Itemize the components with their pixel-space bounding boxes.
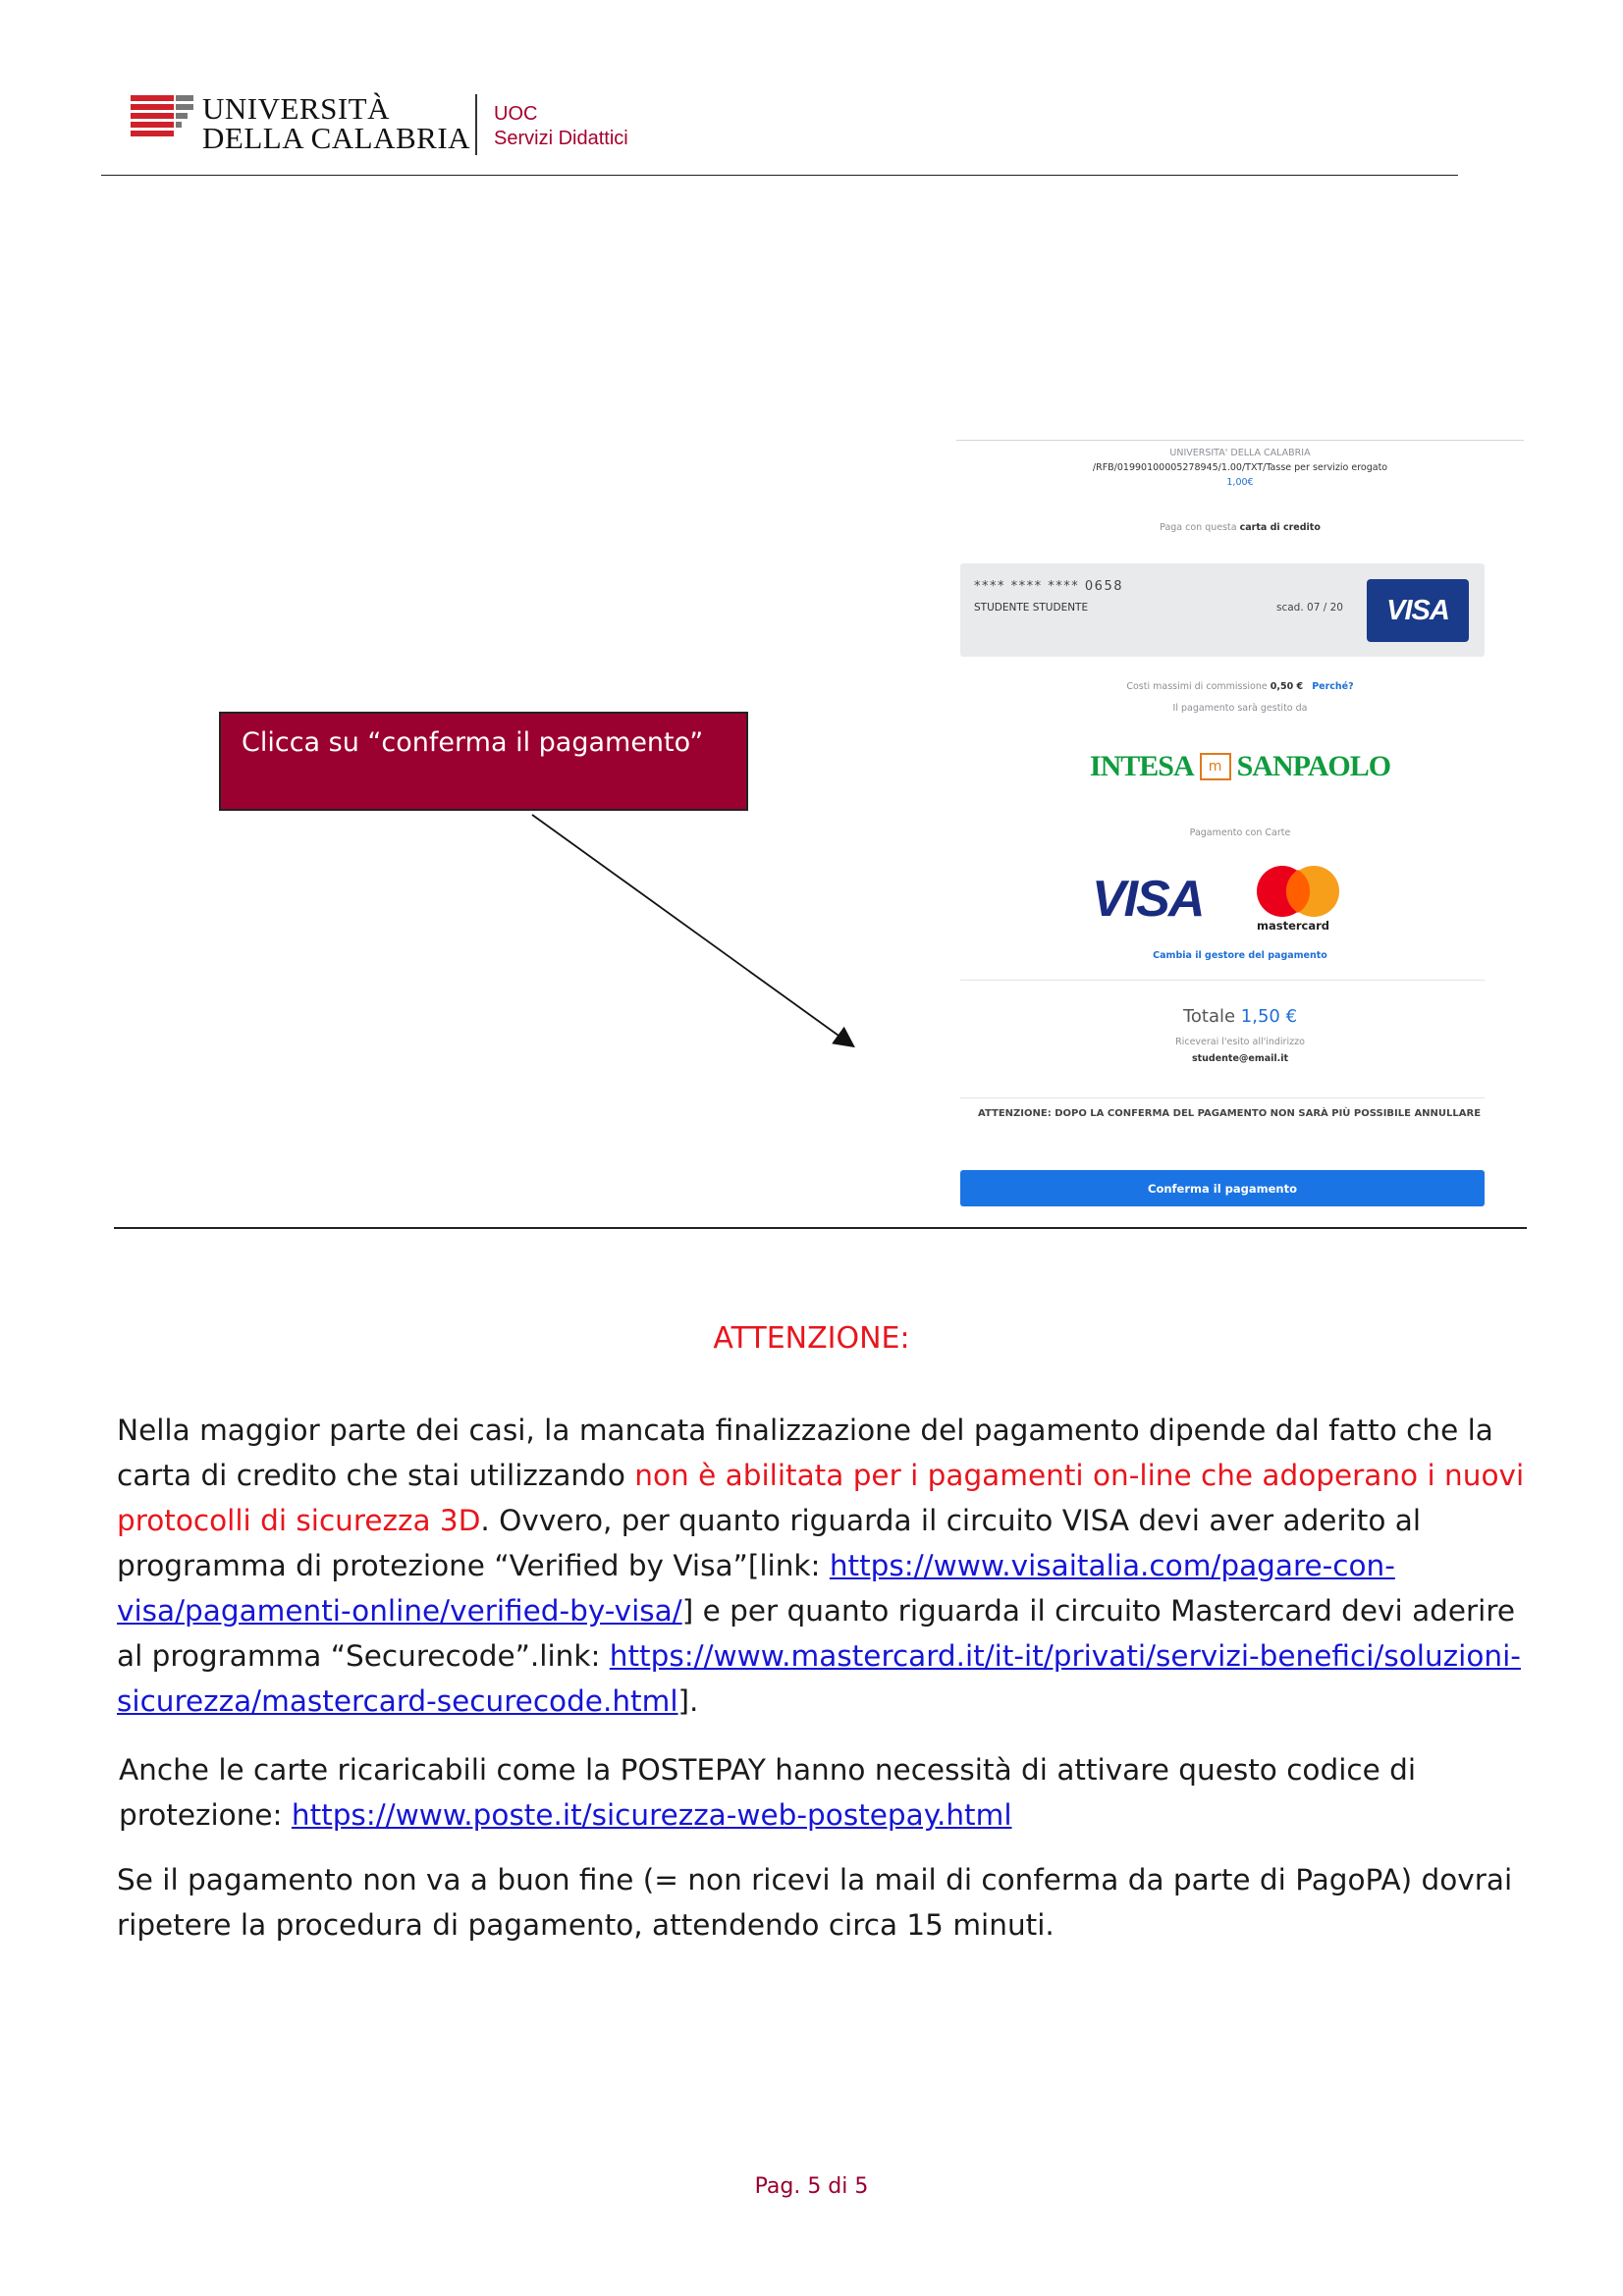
card-payment-title: Pagamento con Carte bbox=[1189, 828, 1291, 838]
fee-prefix: Costi massimi di commissione bbox=[1126, 681, 1271, 692]
header-rule bbox=[101, 175, 1458, 176]
fee-line bbox=[956, 681, 1524, 692]
callout-box: Clicca su “conferma il pagamento” bbox=[219, 712, 748, 811]
figure-bottom-rule bbox=[114, 1227, 1527, 1229]
payment-reference: /RFB/01990100005278945/1.00/TXT/Tasse per servizio erogato bbox=[1092, 462, 1388, 473]
header-separator bbox=[475, 94, 477, 155]
confirm-payment-button[interactable]: Conferma il pagamento bbox=[960, 1170, 1485, 1206]
p1-red-text: non è abilitata per i pagamenti on-line che adoperano i nuovi protocolli di sicurezza 3D bbox=[117, 1459, 1525, 1537]
university-name bbox=[202, 91, 471, 155]
paragraph-retry: Se il pagamento non va a buon fine (= non ricevi la mail di conferma da parte di PagoPA) dovrai ripetere la procedura di pagamento, attendendo circa 15 minuti. bbox=[117, 1863, 1513, 1942]
card-holder: STUDENTE STUDENTE bbox=[974, 602, 1089, 614]
change-provider-link[interactable]: Cambia il gestore del pagamento bbox=[1153, 950, 1327, 961]
payment-amount: 1,00€ bbox=[1226, 477, 1254, 488]
p1-text-c: ] e per quanto riguarda il circuito Mastercard devi aderire al programma “Securecode”.link: bbox=[117, 1594, 1515, 1673]
mastercard-label: mastercard bbox=[1257, 919, 1330, 933]
pay-with-card-label bbox=[956, 522, 1524, 533]
cancel-warning: ATTENZIONE: DOPO LA CONFERMA DEL PAGAMENTO NON SARÀ PIÙ POSSIBILE ANNULLARE bbox=[978, 1108, 1482, 1119]
paragraph-postepay bbox=[119, 1747, 1533, 1838]
fee-amount: 0,50 € bbox=[1270, 681, 1304, 692]
card-expiry: scad. 07 / 20 bbox=[1276, 602, 1343, 614]
department-name bbox=[494, 102, 628, 151]
total-line bbox=[956, 1006, 1524, 1027]
total-label: Totale bbox=[1182, 1006, 1236, 1027]
receipt-note: Riceverai l'esito all'indirizzo bbox=[1175, 1037, 1305, 1047]
bank-word2: SANPAOLO bbox=[1236, 750, 1391, 782]
p2-text: Anche le carte ricaricabili come la POSTEPAY hanno necessità di attivare questo codice di protezione: bbox=[119, 1753, 1417, 1832]
p1-text-b: . Ovvero, per quanto riguarda il circuito VISA devi aver aderito al programma di protezione “Verified by Visa”[link: bbox=[117, 1504, 1422, 1582]
creditor-name: UNIVERSITA' DELLA CALABRIA bbox=[1169, 448, 1311, 458]
receipt-email: studente@email.it bbox=[1191, 1053, 1289, 1064]
card-brands bbox=[956, 862, 1524, 933]
payment-screenshot bbox=[956, 440, 1524, 1210]
managed-by-label: Il pagamento sarà gestito da bbox=[1172, 703, 1308, 714]
paragraph-3d-secure bbox=[117, 1408, 1531, 1724]
department-line1: UOC bbox=[494, 103, 538, 125]
mastercard-securecode-link[interactable]: https://www.mastercard.it/it-it/privati/servizi-benefici/soluzioni-sicurezza/mastercard-securecode.html bbox=[117, 1639, 1521, 1718]
fee-why-link[interactable]: Perché? bbox=[1312, 681, 1354, 692]
pay-with-prefix: Paga con questa bbox=[1160, 522, 1240, 533]
pay-with-bold: carta di credito bbox=[1239, 522, 1321, 533]
card-number: **** **** **** 0658 bbox=[974, 579, 1123, 594]
p1-text-d: ]. bbox=[677, 1684, 699, 1718]
postepay-security-link[interactable]: https://www.poste.it/sicurezza-web-postepay.html bbox=[291, 1798, 1012, 1832]
university-logo-mark bbox=[131, 95, 193, 150]
visa-verified-link[interactable]: https://www.visaitalia.com/pagare-con-visa/pagamenti-online/verified-by-visa/ bbox=[117, 1549, 1395, 1628]
visa-card-badge bbox=[1367, 579, 1469, 642]
page-number: Pag. 5 di 5 bbox=[754, 2174, 869, 2199]
visa-badge-text: VISA bbox=[1386, 594, 1449, 626]
university-name-line2: DELLA CALABRIA bbox=[202, 121, 471, 155]
total-amount: 1,50 € bbox=[1240, 1006, 1298, 1027]
university-name-line1: UNIVERSITÀ bbox=[202, 91, 390, 126]
intesa-sanpaolo-logo bbox=[956, 750, 1524, 783]
screenshot-divider bbox=[960, 1097, 1485, 1098]
intesa-logo-icon: m bbox=[1200, 753, 1231, 780]
p1-text-a: Nella maggior parte dei casi, la mancata finalizzazione del pagamento dipende dal fatto che la carta di credito che stai utilizzando bbox=[117, 1414, 1493, 1492]
screenshot-top-line bbox=[956, 440, 1524, 441]
credit-card[interactable] bbox=[960, 563, 1485, 657]
department-line2: Servizi Didattici bbox=[494, 128, 628, 149]
attention-title: ATTENZIONE: bbox=[713, 1321, 910, 1356]
screenshot-divider bbox=[960, 980, 1485, 981]
visa-logo: VISA bbox=[1092, 871, 1204, 928]
bank-word1: INTESA bbox=[1089, 750, 1194, 782]
callout-arrow-icon bbox=[520, 810, 864, 1055]
